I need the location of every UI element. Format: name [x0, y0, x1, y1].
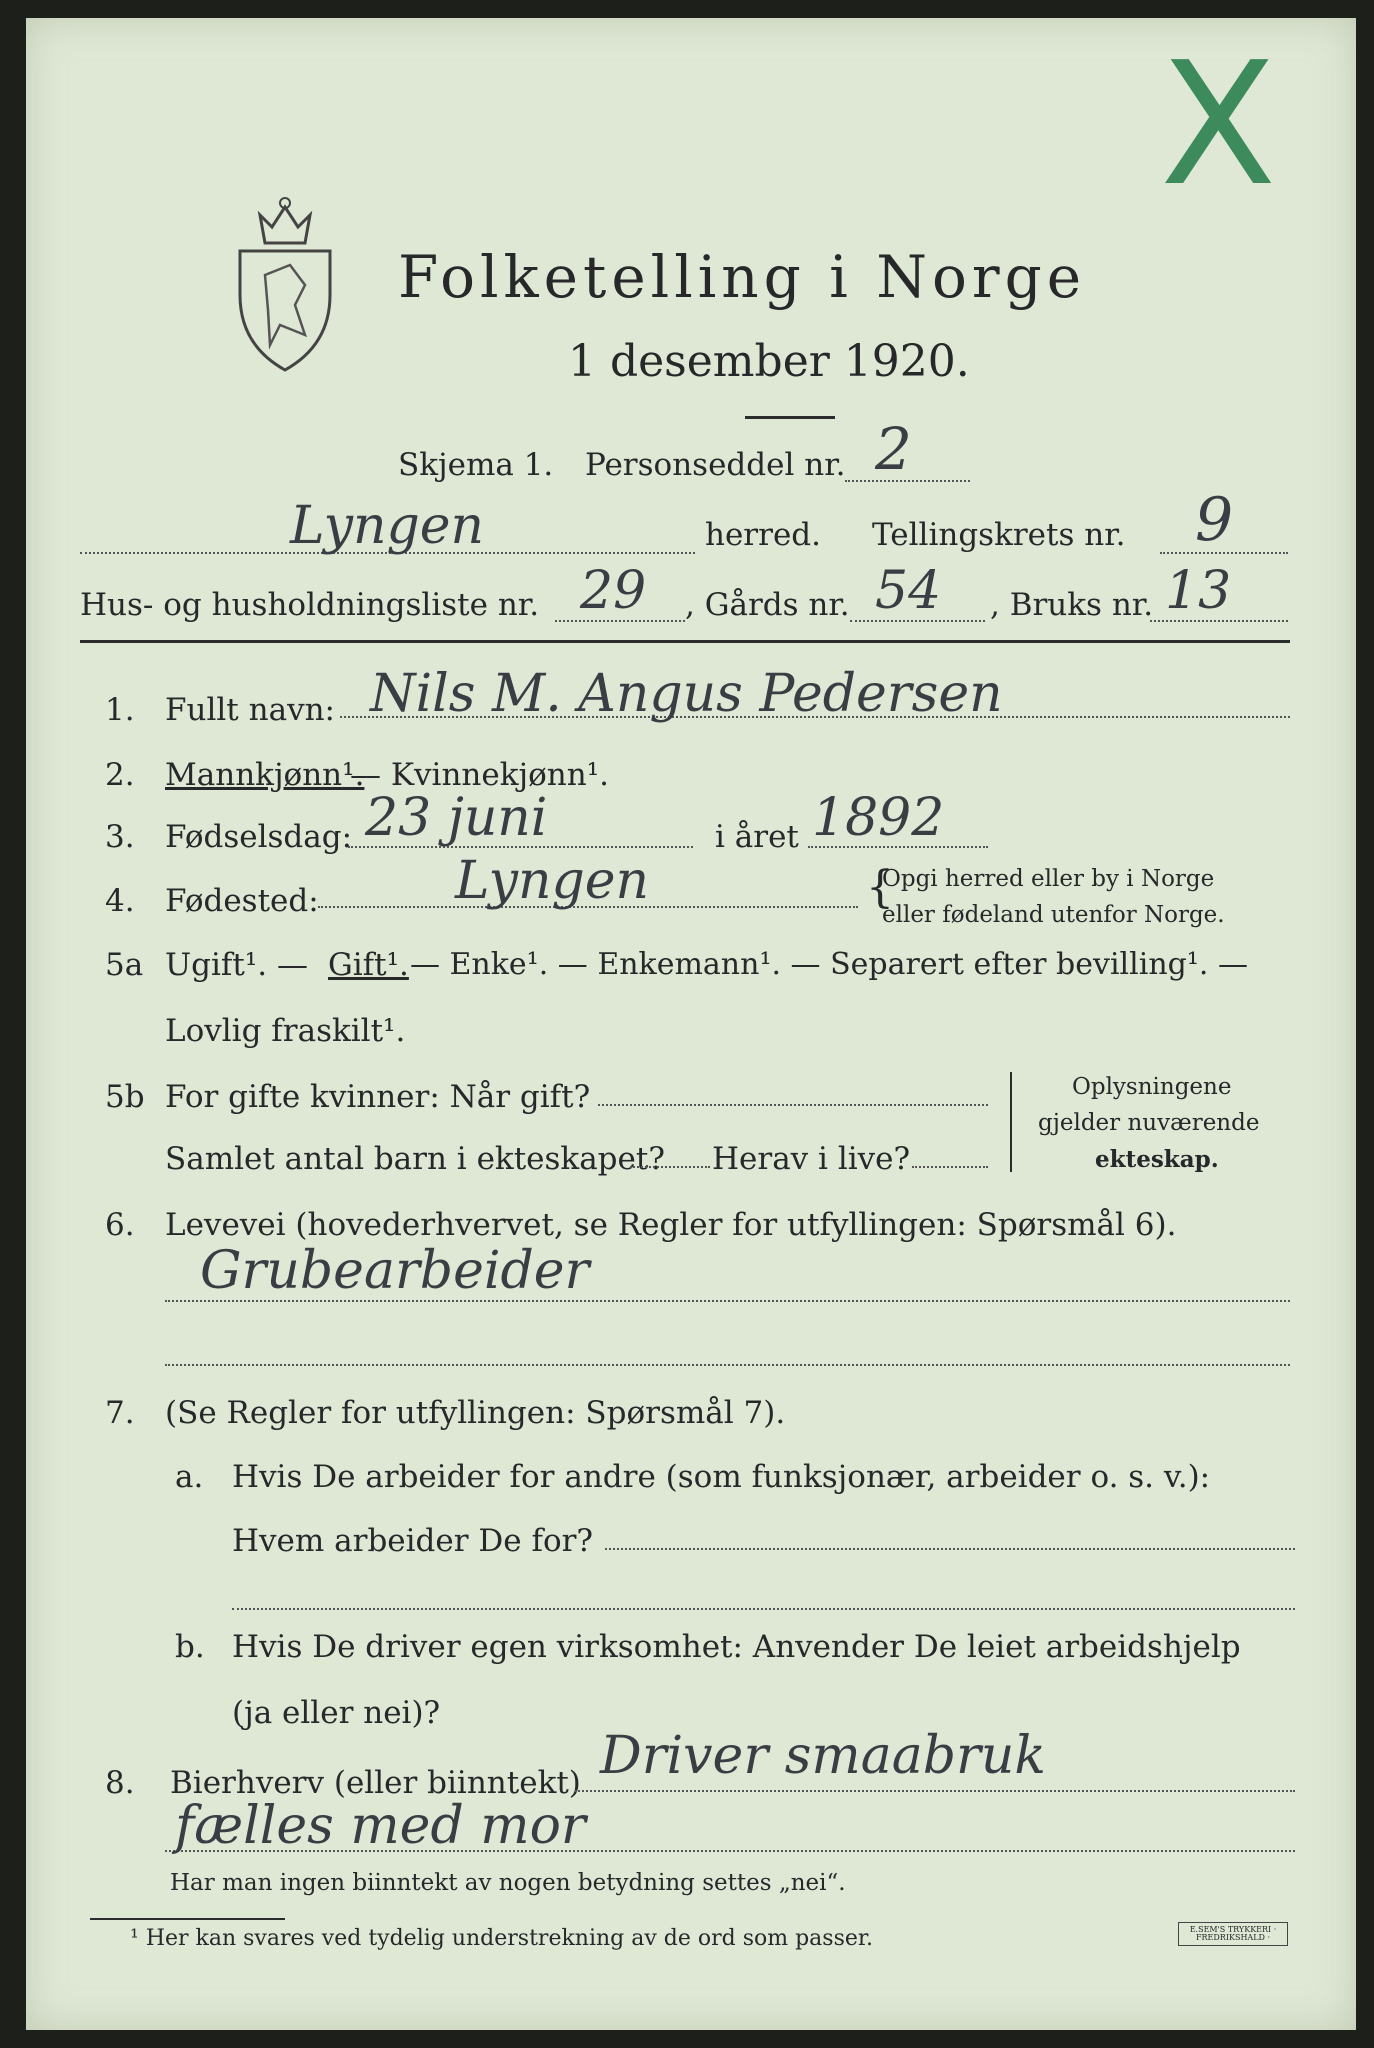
q6-line-2	[165, 1364, 1290, 1366]
q7a-text: Hvis De arbeider for andre (som funksjonær, arbeider o. s. v.):	[232, 1459, 1211, 1495]
bruks-value: 13	[1165, 561, 1232, 621]
q7a-line-1	[605, 1548, 1295, 1550]
q7a-line-2	[232, 1608, 1295, 1610]
personseddel-value: 2	[875, 415, 912, 483]
q5b-label-1: For gifte kvinner: Når gift?	[165, 1079, 591, 1115]
q3-number: 3.	[105, 819, 135, 855]
coat-of-arms-icon	[230, 185, 340, 375]
q8-note: Har man ingen biinntekt av nogen betydning settes „nei“.	[170, 1870, 846, 1896]
q5a-ugift: Ugift¹. —	[165, 947, 308, 983]
corner-mark: X	[1160, 26, 1277, 224]
birthplace-value: Lyngen	[455, 851, 650, 911]
q1-number: 1.	[105, 692, 135, 728]
sex-female-option: — Kvinnekjønn¹.	[350, 757, 609, 793]
q4-number: 4.	[105, 883, 135, 919]
q4-note-2: eller fødeland utenfor Norge.	[882, 902, 1225, 928]
q1-label: Fullt navn:	[165, 692, 335, 728]
sex-male-option: Mannkjønn¹.	[165, 757, 365, 793]
title-divider	[745, 416, 835, 419]
occupation-value: Grubearbeider	[200, 1241, 590, 1301]
q5b-number: 5b	[105, 1079, 145, 1115]
form-title: Folketelling i Norge	[398, 243, 1087, 311]
q8-label: Bierhverv (eller biinntekt)	[170, 1765, 581, 1801]
tellingskrets-label: Tellingskrets nr.	[872, 517, 1126, 553]
q7-number: 7.	[105, 1395, 135, 1431]
q7b-text-2: (ja eller nei)?	[232, 1695, 441, 1731]
skjema-label: Skjema 1.	[398, 447, 554, 483]
gards-value: 54	[875, 561, 942, 621]
q4-note-1: Opgi herred eller by i Norge	[882, 866, 1215, 892]
q8-number: 8.	[105, 1765, 135, 1801]
q5b-note-1: Oplysningene	[1072, 1074, 1232, 1100]
bruks-label: , Bruks nr.	[990, 587, 1154, 623]
q5b-note-2: gjelder nuværende	[1038, 1110, 1260, 1136]
header-rule	[80, 640, 1290, 643]
footnote-rule	[90, 1918, 285, 1920]
q5a-gift: Gift¹.	[328, 947, 409, 983]
q5b-line-2	[630, 1166, 710, 1168]
herred-label: herred.	[705, 517, 821, 553]
q7-label: (Se Regler for utfyllingen: Spørsmål 7).	[165, 1395, 786, 1431]
gards-label: , Gårds nr.	[685, 587, 850, 623]
side-occupation-value-2: fælles med mor	[175, 1796, 586, 1856]
birth-day-value: 23 juni	[365, 788, 548, 848]
herred-value: Lyngen	[290, 496, 485, 556]
husholdning-label: Hus- og husholdningsliste nr.	[80, 587, 540, 623]
q5b-line-1	[598, 1104, 988, 1106]
q6-label: Levevei (hovederhvervet, se Regler for utfyllingen: Spørsmål 6).	[165, 1207, 1177, 1243]
full-name-value: Nils M. Angus Pedersen	[370, 664, 1003, 724]
birth-year-value: 1892	[812, 788, 945, 848]
q2-number: 2.	[105, 757, 135, 793]
q3-year-label: i året	[715, 819, 799, 855]
q7b-letter: b.	[175, 1629, 205, 1665]
side-occupation-value-1: Driver smaabruk	[600, 1726, 1046, 1786]
q5b-note-3: ekteskap.	[1095, 1146, 1219, 1173]
q4-label: Fødested:	[165, 883, 319, 919]
q7b-text: Hvis De driver egen virksomhet: Anvender De leiet arbeidshjelp	[232, 1629, 1241, 1665]
printer-stamp: E.SEM'S TRYKKERI · FREDRIKSHALD ·	[1178, 1922, 1288, 1946]
q5a-number: 5a	[105, 947, 144, 983]
q5b-line-3	[912, 1166, 988, 1168]
q8-line-1	[575, 1790, 1295, 1792]
q5b-label-2: Samlet antal barn i ekteskapet?	[165, 1141, 665, 1177]
q5a-line2: Lovlig fraskilt¹.	[165, 1013, 406, 1049]
q7a-text-2: Hvem arbeider De for?	[232, 1523, 594, 1559]
footnote-text: ¹ Her kan svares ved tydelig understrekning av de ord som passer.	[130, 1926, 873, 1951]
q5b-bracket	[1010, 1072, 1012, 1172]
q4-brace: {	[866, 862, 894, 913]
husholdning-value: 29	[580, 561, 647, 621]
personseddel-label: Personseddel nr.	[585, 447, 846, 483]
census-date: 1 desember 1920.	[568, 336, 970, 387]
q6-number: 6.	[105, 1207, 135, 1243]
tellingskrets-value: 9	[1195, 485, 1234, 555]
q7a-letter: a.	[175, 1459, 204, 1495]
q3-label: Fødselsdag:	[165, 819, 353, 855]
q5a-rest: — Enke¹. — Enkemann¹. — Separert efter bevilling¹. —	[410, 947, 1248, 982]
q5b-label-3: Herav i live?	[712, 1141, 911, 1177]
